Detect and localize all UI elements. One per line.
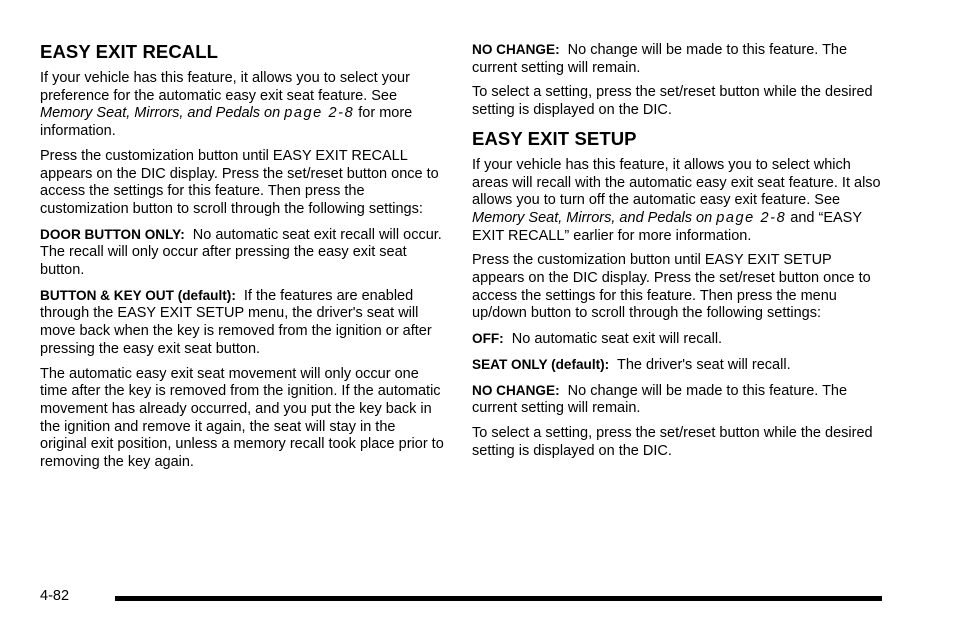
setup-intro-page-reference: page 2-8: [716, 209, 787, 226]
recall-option-no-change: [472, 41, 882, 77]
option-text: The driver's seat will recall.: [617, 356, 791, 373]
option-text: No change will be made to this feature. The current setting will remain.: [472, 382, 848, 417]
recall-intro-on: on: [260, 105, 285, 122]
setup-intro-after: and “EASY EXIT RECALL” earlier for more information.: [472, 209, 862, 244]
recall-intro-reference: Memory Seat, Mirrors, and Pedals: [40, 105, 260, 122]
option-term: BUTTON & KEY OUT (default):: [40, 287, 236, 303]
option-text: If the features are enabled through the EASY EXIT SETUP menu, the driver's seat will move back when the key is removed from the ignition or after pressing the easy exit seat button.: [40, 287, 432, 357]
recall-instructions-paragraph: Press the customization button until EASY EXIT RECALL appears on the DIC display. Press the set/reset button once to access the settings for this feature. Then press the customization button to scroll through the following settings:: [40, 147, 439, 217]
setup-option-off: [472, 330, 882, 349]
recall-intro-paragraph: [40, 70, 445, 141]
right-column: [472, 41, 882, 467]
option-text: No change will be made to this feature. The current setting will remain.: [472, 42, 848, 76]
recall-intro-page-reference: page 2-8: [284, 105, 355, 122]
option-term: NO CHANGE:: [472, 382, 560, 398]
recall-note-paragraph: [40, 366, 445, 472]
option-term: OFF:: [472, 331, 504, 347]
section-heading-easy-exit-setup: EASY EXIT SETUP: [472, 127, 637, 149]
left-column: [40, 40, 445, 479]
recall-note-second: If the automatic movement has already occurred, and you put the key back in the ignition and remove it again, the seat will stay in the original exit position, unless a memory recall took place prior to removing the key again.: [40, 383, 444, 471]
setup-option-seat-only: [472, 356, 882, 375]
setup-intro-reference: Memory Seat, Mirrors, and Pedals: [472, 209, 692, 226]
option-text: No automatic seat exit will recall.: [511, 331, 723, 348]
option-term: SEAT ONLY (default):: [472, 356, 610, 372]
recall-note-first: The automatic easy exit seat movement will only occur one time after the key is removed from the ignition.: [40, 365, 419, 400]
recall-intro-after: for more information.: [40, 105, 413, 140]
setup-select-paragraph: To select a setting, press the set/reset button while the desired setting is displayed on the DIC.: [472, 424, 873, 459]
recall-option-button-key-out: [40, 287, 445, 359]
recall-option-door-button-only: [40, 226, 445, 280]
recall-select-paragraph: To select a setting, press the set/reset button while the desired setting is displayed on the DIC.: [472, 84, 873, 119]
page-number: 4-82: [40, 588, 70, 604]
setup-instructions-paragraph: Press the customization button until EASY EXIT SETUP appears on the DIC display. Press the set/reset button once to access the settings for this feature. Then press the menu up/down button to scroll through the following settings:: [472, 252, 871, 322]
option-text: No automatic seat exit recall will occur. The recall will only occur after pressing the easy exit seat button.: [40, 226, 442, 279]
section-heading-easy-exit-recall: EASY EXIT RECALL: [40, 41, 219, 62]
setup-intro-text: If your vehicle has this feature, it allows you to select which areas will recall with the automatic easy exit seat feature. It also allows you to turn off the automatic easy exit feature. See: [472, 156, 881, 209]
setup-option-no-change: [472, 382, 882, 418]
recall-intro-text: If your vehicle has this feature, it allows you to select your preference for the automatic easy exit seat feature. See: [40, 70, 410, 104]
option-term: NO CHANGE:: [472, 42, 560, 57]
footer-divider: [115, 596, 882, 601]
setup-intro-on: on: [692, 209, 717, 226]
setup-intro-paragraph: [472, 157, 882, 246]
option-term: DOOR BUTTON ONLY:: [40, 226, 185, 242]
